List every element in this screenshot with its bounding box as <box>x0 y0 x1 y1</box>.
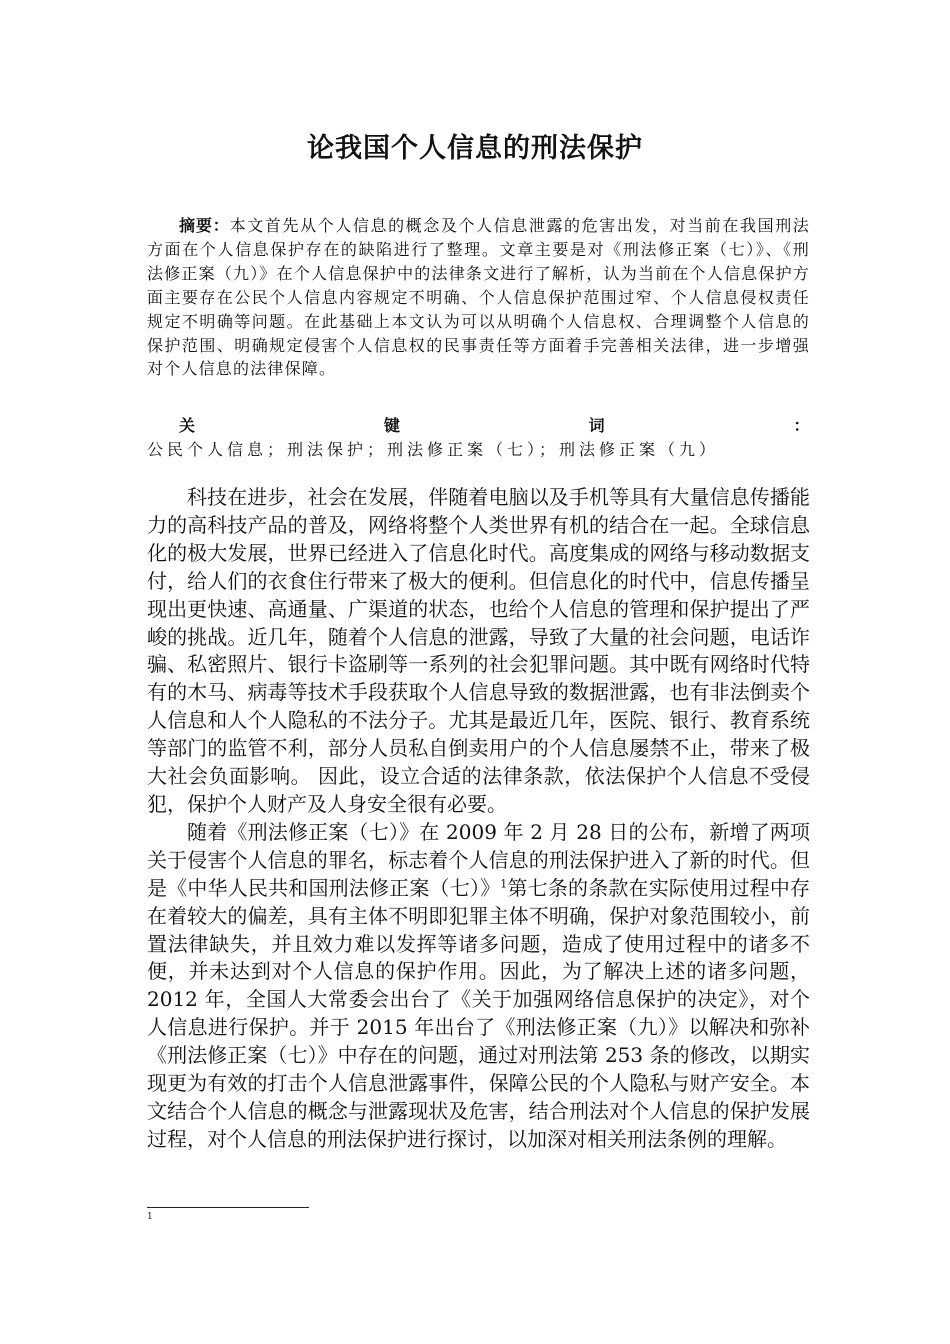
body-text <box>147 484 810 1154</box>
paper-title: 论我国个人信息的刑法保护 <box>307 133 643 164</box>
footnote-separator <box>147 1207 309 1208</box>
keywords <box>147 414 810 462</box>
abstract-text: 本文首先从个人信息的概念及个人信息泄露的危害出发，对当前在我国刑法方面在个人信息保护存在的缺陷进行了整理。文章主要是对《刑法修正案（七）》、《刑法修正案（九）》在个人信息保护中的法律条文进行了解析，认为当前在个人信息保护方面主要存在公民个人信息内容规定不明确、个人信息保护范围过窄、个人信息侵权责任规定不明确等问题。在此基础上本文认为可以从明确个人信息权、合理调整个人信息的保护范围、明确规定侵害个人信息权的民事责任等方面着手完善相关法律，进一步增强对个人信息的法律保障。 <box>147 216 810 379</box>
keywords-label: 关键词： <box>179 416 810 435</box>
body-paragraph-2-part-1: 随着《刑法修正案（七）》在 2009 年 2 月 28 日的公布，新增了两项关于侵害个人信息的罪名，标志着个人信息的刑法保护进入了新的时代。但是《中华人民共和国刑法修正案（七）》 <box>147 819 810 900</box>
footnote-reference[interactable]: 1 <box>500 877 508 891</box>
abstract <box>147 214 810 381</box>
body-paragraph-1: 科技在进步，社会在发展，伴随着电脑以及手机等具有大量信息传播能力的高科技产品的普及，网络将整个人类世界有机的结合在一起。全球信息化的极大发展，世界已经进入了信息化时代。高度集成的网络与移动数据支付，给人们的衣食住行带来了极大的便利。但信息化的时代中，信息传播呈现出更快速、高通量、广渠道的状态，也给个人信息的管理和保护提出了严峻的挑战。近几年，随着个人信息的泄露，导致了大量的社会问题，电话诈骗、私密照片、银行卡盗刷等一系列的社会犯罪问题。其中既有网络时代特有的木马、病毒等技术手段获取个人信息导致的数据泄露，也有非法倒卖个人信息和人个人隐私的不法分子。尤其是最近几年，医院、银行、教育系统等部门的监管不利，部分人员私自倒卖用户的个人信息屡禁不止，带来了极大社会负面影响。 因此，设立合适的法律条款，依法保护个人信息不受侵犯，保护个人财产及人身安全很有必要。 <box>147 485 810 816</box>
body-paragraph-2-part-2: 第七条的条款在实际使用过程中存在着较大的偏差，具有主体不明即犯罪主体不明确，保护对象范围较小，前置法律缺失，并且效力难以发挥等诸多问题，造成了使用过程中的诸多不便，并未达到对个人信息的保护作用。因此，为了解决上述的诸多问题，2012 年，全国人大常委会出台了《关于加强网络信息保护的决定》，对个人信息进行保护。并于 2015 年出台了《刑法修正案（九）》以解决和弥补《刑法修正案（七）》中存在的问题，通过对刑法第 253 条的修改，以期实现更为有效的打击个人信息泄露事件，保障公民的个人隐私与财产安全。本文结合个人信息的概念与泄露现状及危害，结合刑法对个人信息的保护发展过程，对个人信息的刑法保护进行探讨，以加深对相关刑法条例的理解。 <box>147 875 811 1151</box>
body-paragraph-2 <box>147 819 810 1154</box>
footnote-number: 1 <box>147 1212 153 1222</box>
keywords-text: 公民个人信息；刑法保护；刑法修正案（七）；刑法修正案（九） <box>147 439 720 459</box>
abstract-label: 摘要： <box>179 216 230 235</box>
